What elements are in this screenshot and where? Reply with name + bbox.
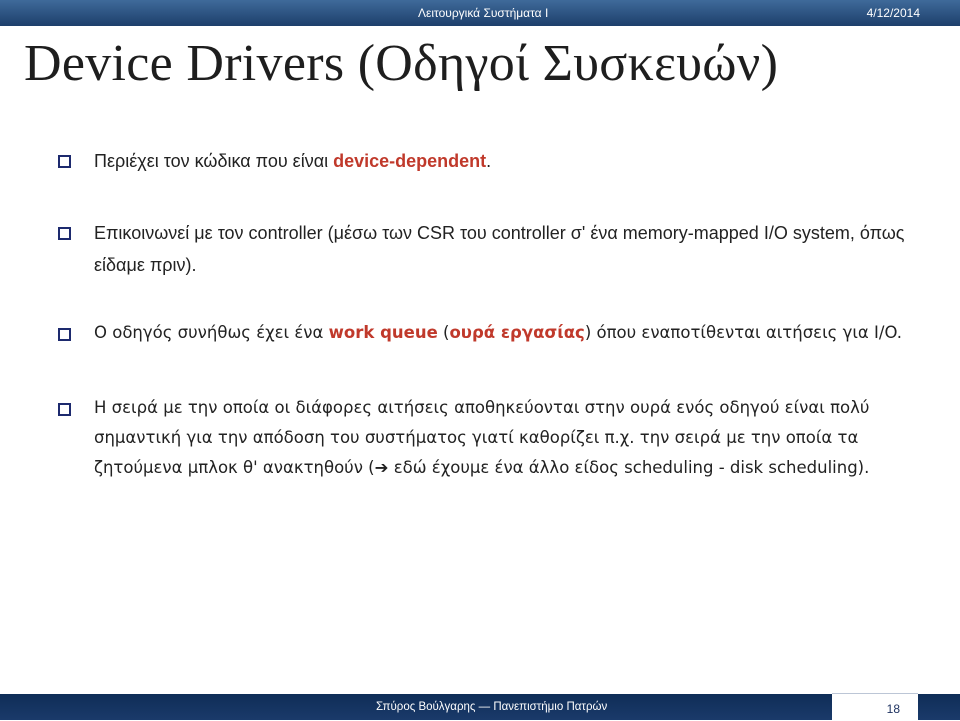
highlight-term: work queue [328, 323, 438, 342]
bullet-text: Η σειρά με την οποία οι διάφορες αιτήσεις αποθηκεύονται στην ουρά ενός οδηγού είναι πολύ σημαντική για την απόδοση του συστήματος γιατί καθορίζει π.χ. την σειρά με την οποία τα ζητούμενα μπλοκ θ' ανακτηθούν ( [94, 398, 870, 477]
bullet-text: Ο οδηγός συνήθως έχει ένα [94, 323, 329, 342]
hollow-square-bullet-icon [58, 227, 71, 240]
page-number-box [832, 693, 918, 721]
hollow-square-bullet-icon [58, 403, 71, 416]
bullet-text: . [486, 151, 492, 171]
footer-bar [0, 694, 960, 720]
header-bar [0, 0, 960, 26]
bullet-text: Περιέχει τον κώδικα που είναι [94, 151, 334, 171]
highlight-term: device-dependent [333, 151, 487, 171]
bullet-text: Επικοινωνεί με τον controller (μέσω των CSR του controller σ' ένα memory-mapped I/O system, όπως είδαμε πριν). [94, 223, 905, 275]
highlight-term: ουρά εργασίας [449, 323, 585, 342]
hollow-square-bullet-icon [58, 328, 71, 341]
bullet-item [58, 217, 928, 281]
bullet-item [58, 145, 928, 177]
bullet-text: ( [437, 323, 450, 342]
slide-date: 4/12/2014 [866, 6, 920, 20]
course-name: Λειτουργικά Συστήματα Ι [418, 6, 549, 20]
page-number: 18 [886, 702, 900, 716]
bullet-item [58, 393, 928, 483]
right-arrow-icon: ➔ [374, 458, 389, 477]
bullet-item [58, 318, 928, 348]
bullet-text: εδώ έχουμε ένα άλλο είδος scheduling - disk scheduling). [388, 458, 870, 477]
footer-credit: Σπύρος Βούλγαρης — Πανεπιστήμιο Πατρών [376, 701, 608, 713]
hollow-square-bullet-icon [58, 155, 71, 168]
bullet-list [58, 145, 928, 483]
slide-title: Device Drivers (Οδηγοί Συσκευών) [24, 35, 779, 92]
bullet-text: ) όπου εναποτίθενται αιτήσεις για I/O. [584, 323, 903, 342]
